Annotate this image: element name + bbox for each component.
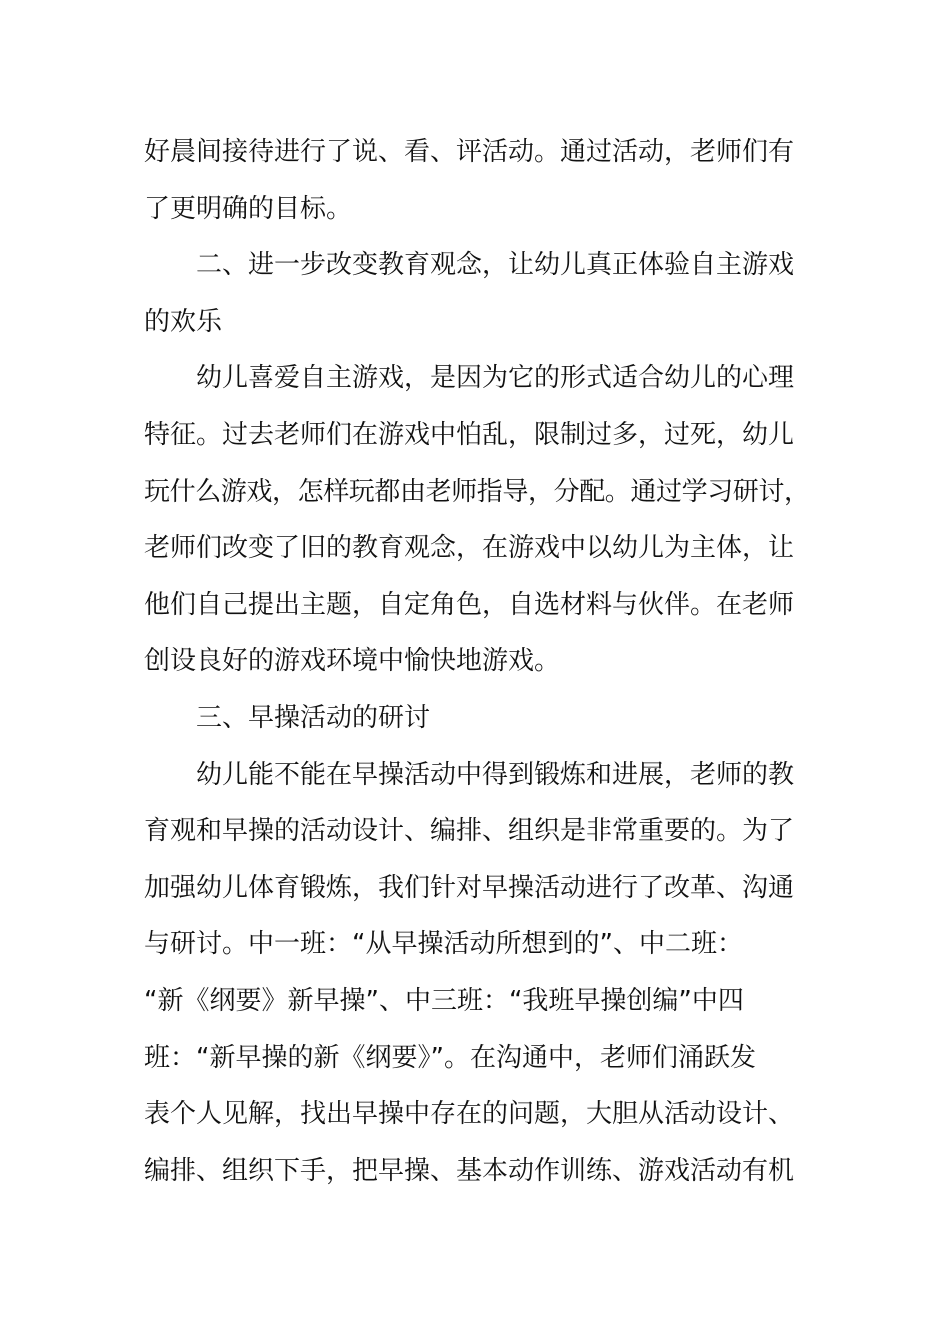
section-heading-3: 三、早操活动的研讨 xyxy=(196,702,431,733)
body-text xyxy=(144,124,810,1199)
text-line: 创设良好的游戏环境中愉快地游戏。 xyxy=(144,646,561,677)
text-line: 玩什么游戏，怎样玩都由老师指导，分配。通过学习研讨， xyxy=(144,476,810,507)
text-line: 特征。过去老师们在游戏中怕乱，限制过多，过死，幼儿 xyxy=(144,419,795,450)
text-line: 好晨间接待进行了说、看、评活动。通过活动，老师们有 xyxy=(144,137,795,167)
paragraph-start: 幼儿喜爱自主游戏，是因为它的形式适合幼儿的心理 xyxy=(196,363,795,394)
text-line: 与研讨。中一班：“从早操活动所想到的”、中二班： xyxy=(144,929,743,960)
text-line: 育观和早操的活动设计、编排、组织是非常重要的。为了 xyxy=(144,816,795,847)
section-heading-2: 二、进一步改变教育观念，让幼儿真正体验自主游戏 xyxy=(196,250,795,281)
text-line: 加强幼儿体育锻炼，我们针对早操活动进行了改革、沟通 xyxy=(144,872,795,903)
text-line: 班：“新早操的新《纲要》”。在沟通中，老师们涌跃发 xyxy=(144,1042,756,1073)
text-line: 表个人见解，找出早操中存在的问题，大胆从活动设计、 xyxy=(144,1099,795,1130)
text-line: 老师们改变了旧的教育观念，在游戏中以幼儿为主体，让 xyxy=(144,533,795,564)
text-line: 的欢乐 xyxy=(144,306,223,337)
text-line: 编排、组织下手，把早操、基本动作训练、游戏活动有机 xyxy=(144,1155,795,1186)
text-line: 了更明确的目标。 xyxy=(144,193,353,224)
text-line: 他们自己提出主题，自定角色，自选材料与伙伴。在老师 xyxy=(144,589,795,620)
paragraph-start: 幼儿能不能在早操活动中得到锻炼和进展，老师的教 xyxy=(196,759,795,790)
text-line: “新《纲要》新早操”、中三班：“我班早操创编”中四 xyxy=(144,985,744,1016)
